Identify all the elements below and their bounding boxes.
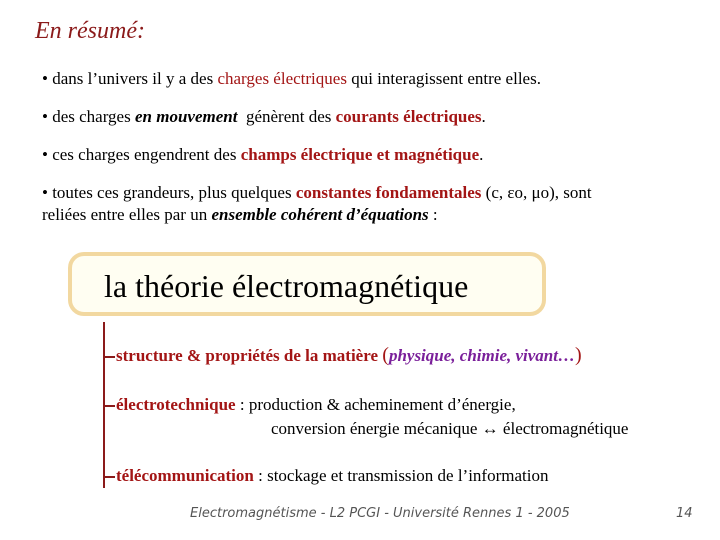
item-electrotechnique — [116, 394, 516, 416]
bullet-text: • toutes ces grandeurs, plus quelques — [42, 183, 296, 202]
bullet-text: . — [481, 107, 486, 126]
bullet-currents — [42, 106, 702, 128]
tree-branch — [103, 476, 115, 478]
paren: ( — [382, 344, 389, 366]
slide-title: En résumé: — [35, 18, 145, 44]
theory-title: la théorie électromagnétique — [104, 268, 469, 304]
item-electrotechnique-line2: conversion énergie mécanique ↔ électromagnétique — [271, 419, 629, 438]
constants-text: (c, εo, μo), sont — [481, 183, 592, 202]
bullet-text: : — [428, 205, 438, 224]
highlight-text: constantes fondamentales — [295, 183, 482, 202]
bullet-charges — [42, 68, 702, 90]
item-telecom — [116, 465, 548, 487]
emphasis-text: en mouvement — [134, 107, 238, 126]
item-text: : production & acheminement d’énergie, — [235, 395, 516, 414]
highlight-text: courants électriques — [335, 107, 482, 126]
emphasis-text: ensemble cohérent d’équations — [211, 205, 429, 224]
bullet-text: génèrent des — [237, 107, 336, 126]
item-matter — [116, 344, 582, 367]
highlight-text: charges électriques — [217, 69, 347, 88]
item-label: électrotechnique — [116, 395, 236, 414]
bullet-text: reliées entre elles par un — [42, 205, 212, 224]
item-text: : stockage et transmission de l’information — [253, 466, 549, 485]
bullet-fields — [42, 144, 702, 166]
item-label: structure & propriétés de la matière — [116, 346, 383, 365]
paren: ) — [574, 344, 582, 366]
bullet-text: • dans l’univers il y a des — [42, 69, 218, 88]
tree-branch — [103, 405, 115, 407]
highlight-text: champs électrique et magnétique — [240, 145, 480, 164]
bullet-text: • ces charges engendrent des — [42, 145, 241, 164]
bullet-text: qui interagissent entre elles. — [346, 69, 541, 88]
bullet-text: • des charges — [42, 107, 135, 126]
item-label: télécommunication — [116, 466, 254, 485]
bullet-equations — [42, 182, 702, 226]
bullet-text: . — [479, 145, 484, 164]
item-examples: physique, chimie, vivant… — [388, 346, 575, 365]
footer: Electromagnétisme - L2 PCGI - Université Rennes 1 - 2005 — [190, 506, 570, 521]
page-number: 14 — [676, 506, 693, 521]
tree-branch — [103, 356, 115, 358]
